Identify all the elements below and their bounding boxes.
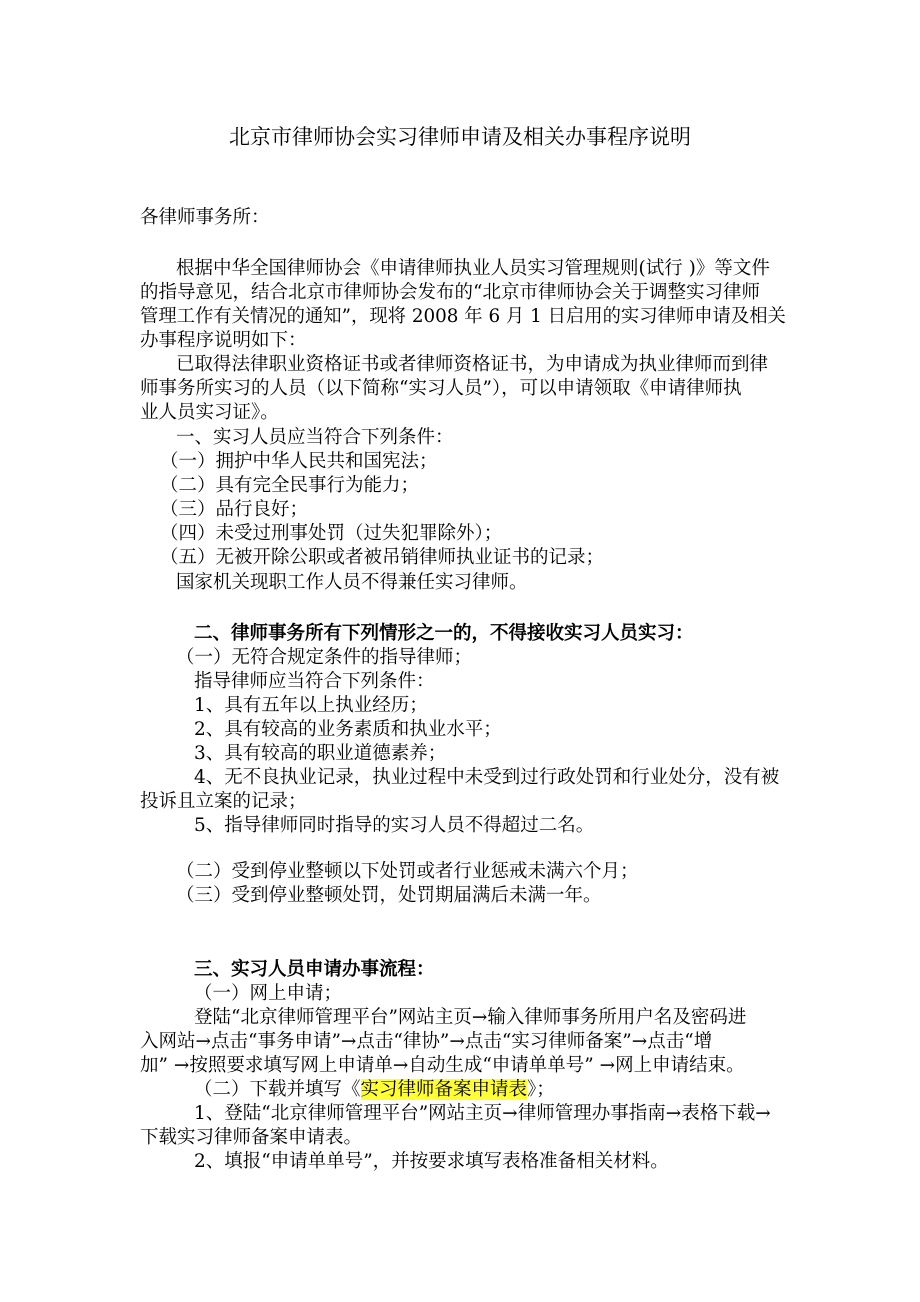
step2-line: 1、登陆“北京律师管理平台”网站主页→律师管理办事指南→表格下载→ [194, 1103, 771, 1124]
step2-prefix: （二）下载并填写《 [194, 1079, 361, 1100]
condition-item: （一）拥护中华人民共和国宪法； [160, 451, 438, 472]
step1-line: 登陆“北京律师管理平台”网站主页→输入律师事务所用户名及密码进 [194, 1007, 747, 1028]
step1-line: 入网站→点击“事务申请”→点击“律协”→点击“实习律师备案”→点击“增 [140, 1031, 713, 1052]
qualification-line: 师事务所实习的人员（以下简称“实习人员”），可以申请领取《申请律师执 [140, 378, 742, 399]
step1-line: 加” →按照要求填写网上申请单→自动生成“申请单单号” →网上申请结束。 [140, 1055, 745, 1076]
step2-line: 下载实习律师备案申请表。 [140, 1127, 363, 1148]
mentor-intro: 指导律师应当符合下列条件： [194, 671, 435, 692]
step2-line: 2、填报“申请单单号”，并按要求填写表格准备相关材料。 [194, 1151, 669, 1172]
mentor-item: 4、无不良执业记录，执业过程中未受到过行政处罚和行业处分，没有被 [194, 767, 780, 788]
condition-item: （二）具有完全民事行为能力； [160, 475, 420, 496]
qualification-line: 已取得法律职业资格证书或者律师资格证书，为申请成为执业律师而到律 [176, 354, 769, 375]
intro-line: 管理工作有关情况的通知”，现将 2008 年 6 月 1 日启用的实习律师申请及相关 [140, 306, 786, 327]
qualification-line: 业人员实习证》。 [140, 402, 279, 423]
restriction-item: （一）无符合规定条件的指导律师； [176, 647, 473, 668]
mentor-item: 5、指导律师同时指导的实习人员不得超过二名。 [194, 815, 595, 836]
mentor-item: 1、具有五年以上执业经历； [194, 695, 428, 716]
restriction-item: （三）受到停业整顿处罚，处罚期届满后未满一年。 [176, 885, 602, 906]
step2-title [194, 1078, 555, 1102]
mentor-item: 2、具有较高的业务素质和执业水平； [194, 719, 502, 740]
intro-line: 根据中华全国律师协会《申请律师执业人员实习管理规则(试行 )》等文件 [176, 258, 770, 279]
intro-line: 办事程序说明如下： [140, 330, 307, 351]
salutation: 各律师事务所： [140, 207, 270, 228]
mentor-item: 3、具有较高的职业道德素养； [194, 743, 447, 764]
section2-heading: 二、律师事务所有下列情形之一的，不得接收实习人员实习： [194, 623, 694, 644]
highlighted-form-name: 实习律师备案申请表 [360, 1079, 528, 1100]
condition-item: （三）品行良好； [160, 499, 309, 520]
condition-item: （四）未受过刑事处罚（过失犯罪除外）； [160, 523, 503, 544]
document-title: 北京市律师协会实习律师申请及相关办事程序说明 [229, 125, 691, 149]
condition-item: （五）无被开除公职或者被吊销律师执业证书的记录； [160, 547, 605, 568]
section1-heading: 一、实习人员应当符合下列条件： [176, 427, 454, 448]
section1-note: 国家机关现职工作人员不得兼任实习律师。 [176, 572, 528, 593]
step2-suffix: 》； [527, 1079, 555, 1100]
mentor-item: 投诉且立案的记录； [140, 791, 307, 812]
restriction-item: （二）受到停业整顿以下处罚或者行业惩戒未满六个月； [176, 861, 639, 882]
section3-heading: 三、实习人员申请办事流程： [194, 959, 435, 980]
step1-title: （一）网上申请； [194, 983, 343, 1004]
intro-line: 的指导意见，结合北京市律师协会发布的“北京市律师协会关于调整实习律师 [140, 282, 760, 303]
